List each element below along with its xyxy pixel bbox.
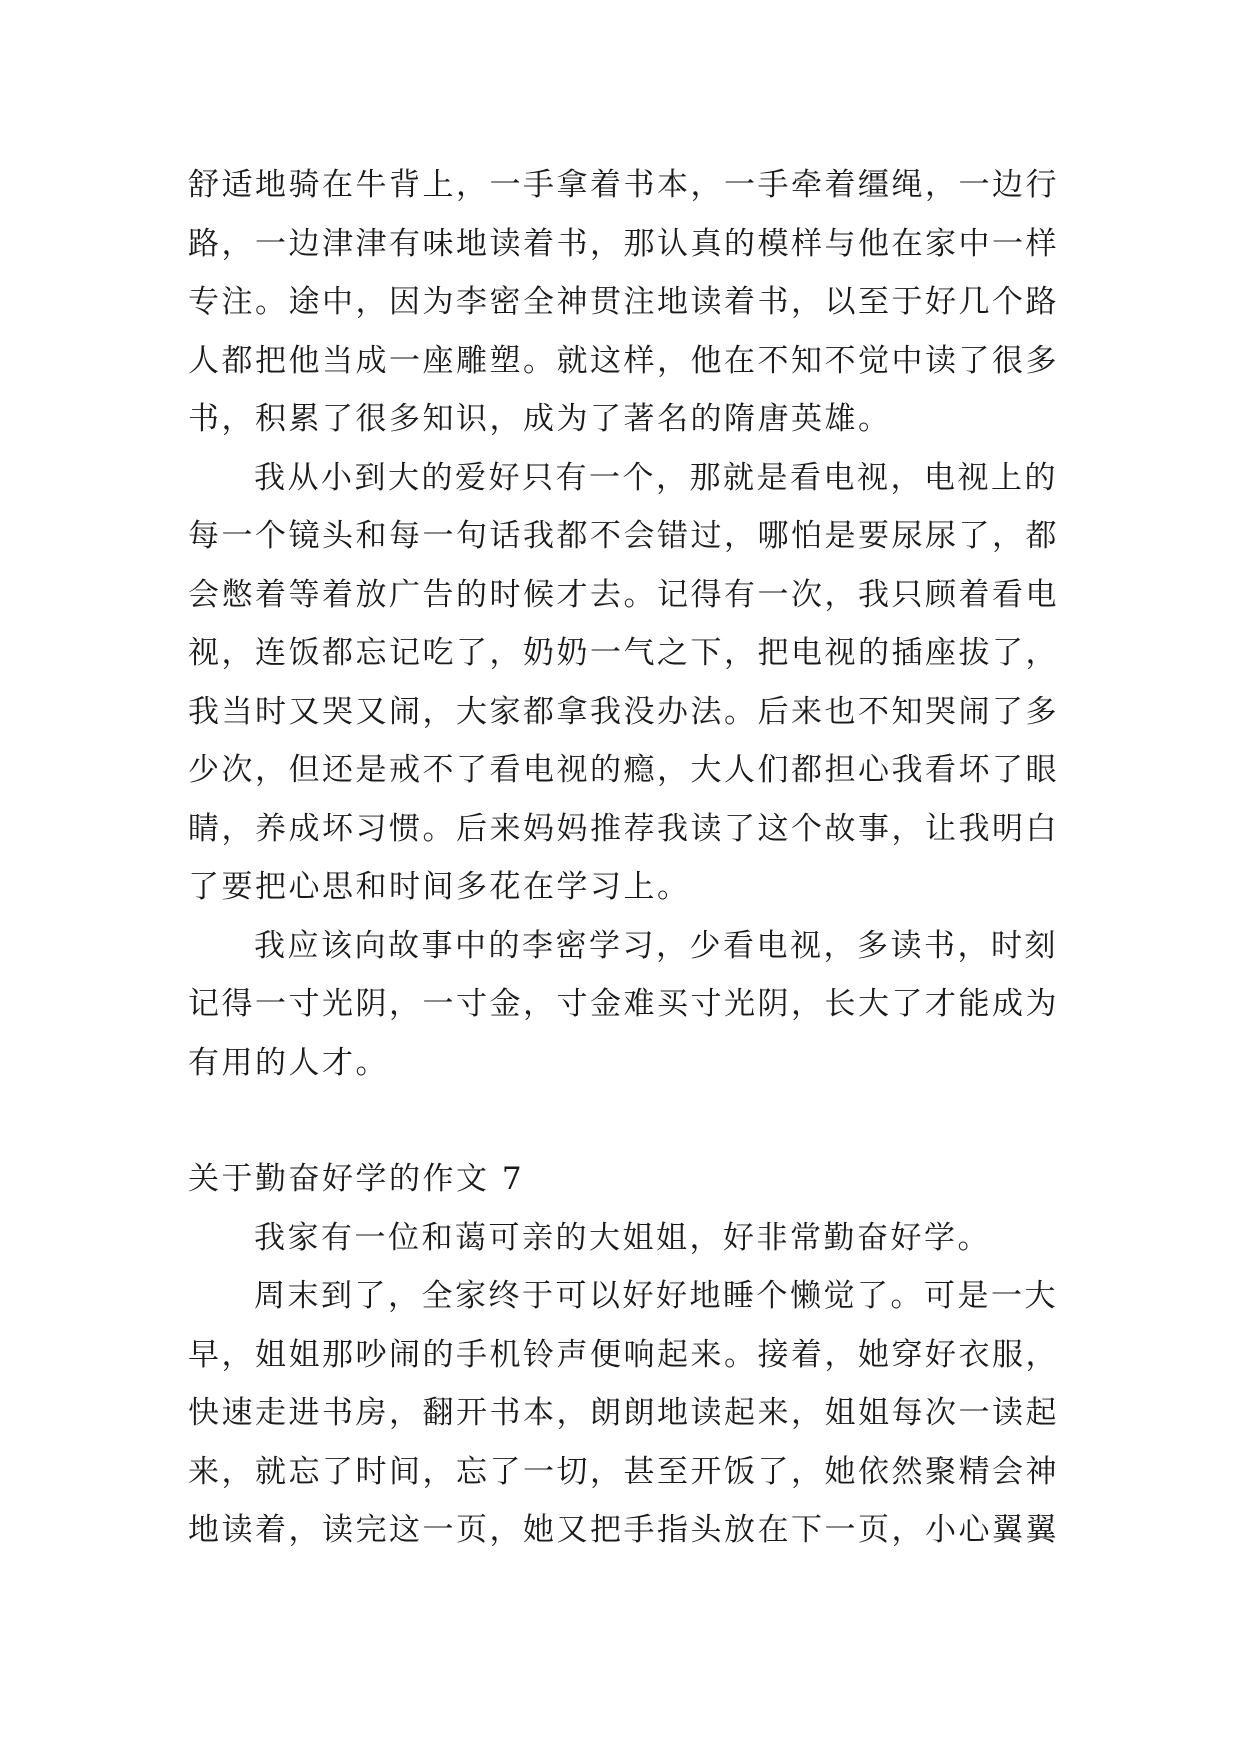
text-line: 快速走进书房，翻开书本，朗朗地读起来，姐姐每次一读起 [188,1395,1059,1431]
text-line: 少次，但还是戒不了看电视的瘾，大人们都担心我看坏了眼 [188,752,1059,788]
text-line: 我从小到大的爱好只有一个，那就是看电视，电视上的 [254,459,1058,496]
text-line: 视，连饭都忘记吃了，奶奶一气之下，把电视的插座拔了， [188,635,1059,671]
text-line: 我家有一位和蔼可亲的大姐姐，好非常勤奋好学。 [254,1219,991,1256]
text-line: 了要把心思和时间多花在学习上。 [188,869,691,905]
text-line: 地读着，读完这一页，她又把手指头放在下一页，小心翼翼 [188,1512,1059,1548]
text-line: 早，姐姐那吵闹的手机铃声便响起来。接着，她穿好衣服， [188,1336,1059,1373]
text-line: 专注。途中，因为李密全神贯注地读着书，以至于好几个路 [188,284,1059,320]
paragraph-4 [188,1209,1058,1268]
text-line: 书，积累了很多知识，成为了著名的隋唐英雄。 [188,401,892,437]
text-line: 来，就忘了时间，忘了一切，甚至开饭了，她依然聚精会神 [188,1453,1059,1490]
text-line: 我当时又哭又闹，大家都拿我没办法。后来也不知哭闹了多 [188,693,1059,730]
paragraph-1 [188,156,1058,449]
text-line: 人都把他当成一座雕塑。就这样，他在不知不觉中读了很多 [188,342,1059,379]
text-line: 会憋着等着放广告的时候才去。记得有一次，我只顾着看电 [188,576,1059,613]
text-line: 睛，养成坏习惯。后来妈妈推荐我读了这个故事，让我明白 [188,810,1059,847]
text-line: 记得一寸光阴，一寸金，寸金难买寸光阴，长大了才能成为 [188,986,1059,1022]
paragraph-2 [188,449,1058,917]
text-line: 周末到了，全家终于可以好好地睡个懒觉了。可是一大 [254,1278,1058,1314]
paragraph-3 [188,917,1058,1093]
paragraph-5 [188,1267,1058,1560]
document-body [188,156,1058,1560]
text-line: 每一个镜头和每一句话我都不会错过，哪怕是要尿尿了，都 [188,518,1059,554]
section-heading: 关于勤奋好学的作文 7 [188,1161,525,1197]
text-line: 我应该向故事中的李密学习，少看电视，多读书，时刻 [254,927,1058,964]
text-line: 路，一边津津有味地读着书，那认真的模样与他在家中一样 [188,225,1059,262]
text-line: 舒适地骑在牛背上，一手拿着书本，一手牵着缰绳，一边行 [188,167,1059,203]
section-gap [188,1092,1058,1150]
text-line: 有用的人才。 [188,1044,389,1081]
